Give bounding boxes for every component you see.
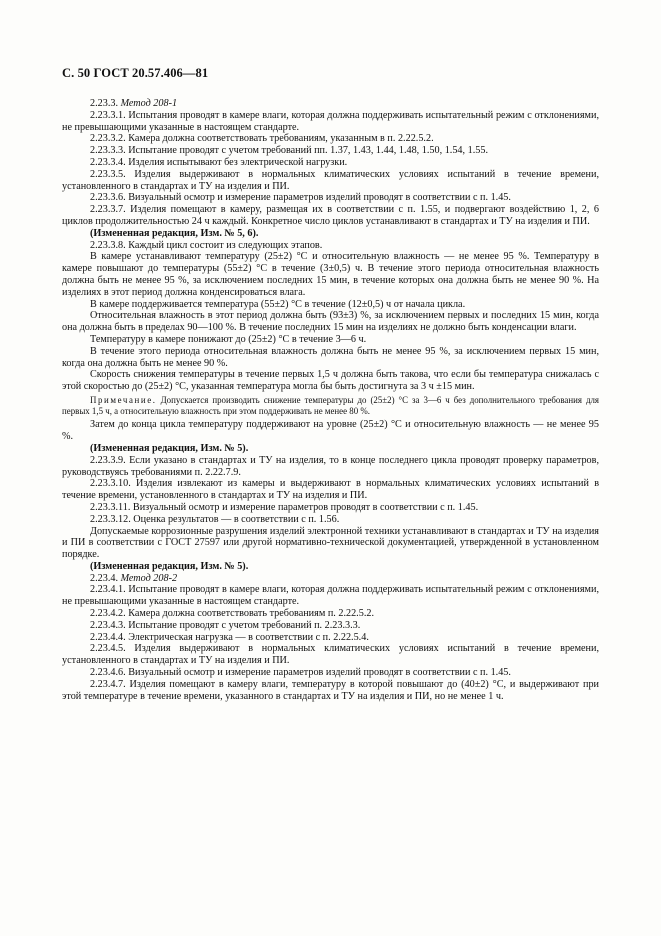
note-text: Допускается производить снижение температуры до (25±2) °С за 3—6 ч без дополнительного требования для первых 1,5 ч, а относительную влажность при этом поддерживать не менее 80 %. — [62, 394, 599, 417]
paragraph: 2.23.4.1. Испытание проводят в камере влаги, которая должна поддерживать испытательный режим с отклонениями, не превышающими указанные в настоящем стандарте. — [62, 584, 599, 608]
page-header: С. 50 ГОСТ 20.57.406—81 — [62, 66, 209, 80]
paragraph: В течение этого периода относительная влажность должна быть не менее 95 %, за исключением первых 15 мин, когда она должна быть не менее 90 %. — [62, 345, 599, 369]
paragraph: 2.23.4.5. Изделия выдерживают в нормальных климатических условиях испытаний в течение времени, установленного в стандартах и ТУ на изделия и ПИ. — [62, 643, 599, 667]
amendment-note: (Измененная редакция, Изм. № 5). — [90, 560, 249, 572]
paragraph: 2.23.3.10. Изделия извлекают из камеры и выдерживают в нормальных климатических условиях испытаний в течение времени, установленного в стандартах и ТУ на изделия и ПИ. — [62, 478, 599, 502]
paragraph: 2.23.3.9. Если указано в стандартах и ТУ на изделия, то в конце последнего цикла проводят проверку параметров, руководствуясь требованиями п. 2.22.7.9. — [62, 454, 599, 478]
paragraph: 2.23.4.3. Испытание проводят с учетом требований п. 2.23.3.3. — [90, 619, 361, 631]
paragraph: Допускаемые коррозионные разрушения изделий электронной техники устанавливают в стандартах и ТУ на изделия и ПИ в соответствии с ГОСТ 27597 или другой нормативно-технической документацией, утвержденной в установленном порядке. — [62, 525, 599, 561]
paragraph: 2.23.3.7. Изделия помещают в камеру, размещая их в соответствии с п. 1.55, и подвергают воздействию 1, 2, 6 циклов продолжительностью 24 ч каждый. Конкретное число циклов устанавливают в стандартах и ТУ на изделия и ПИ. — [62, 204, 599, 227]
paragraph: 2.23.3.5. Изделия выдерживают в нормальных климатических условиях испытаний в течение времени, установленного в стандартах и ТУ на изделия и ПИ. — [62, 168, 599, 192]
paragraph: 2.23.3.4. Изделия испытывают без электрической нагрузки. — [90, 156, 348, 168]
note-paragraph — [62, 395, 599, 417]
section-number: 2.23.3. — [90, 98, 119, 109]
paragraph: В камере поддерживается температура (55±2) °С в течение (12±0,5) ч от начала цикла. — [90, 298, 466, 310]
paragraph: Затем до конца цикла температуру поддерживают на уровне (25±2) °С и относительную влажность — не менее 95 %. — [62, 419, 599, 443]
paragraph: 2.23.4.4. Электрическая нагрузка — в соответствии с п. 2.22.5.4. — [90, 631, 369, 643]
paragraph: 2.23.3.3. Испытание проводят с учетом требований пп. 1.37, 1.43, 1.44, 1.48, 1.50, 1.54, 1.55. — [90, 145, 488, 157]
document-body — [62, 98, 599, 702]
paragraph: В камере устанавливают температуру (25±2) °С и относительную влажность — не менее 95 %. Температуру в камере повышают до температуры (55±2) °С в течение (3±0,5) ч. В течение этого периода относительная влажность должна быть не менее 95 %, за исключением последних 15 мин, в течение которых она должна быть не менее 90 %. На изделиях в этот период должна конденсироваться влага. — [62, 251, 599, 298]
paragraph: 2.23.3.8. Каждый цикл состоит из следующих этапов. — [90, 239, 323, 251]
paragraph: 2.23.4.7. Изделия помещают в камеру влаги, температуру в которой повышают до (40±2) °С, и выдерживают при этой температуре в течение времени, указанного в стандартах и ТУ на изделия и ПИ, но не менее 1 ч. — [62, 678, 599, 702]
section-heading-2-23-4 — [62, 573, 599, 585]
paragraph: Скорость снижения температуры в течение первых 1,5 ч должна быть такова, что если бы температура снижалась с этой скоростью до (25±2) °С, указанная температура могла бы быть достигнута за 3 ч ±15 мин. — [62, 369, 599, 393]
paragraph: 2.23.3.2. Камера должна соответствовать требованиям, указанным в п. 2.22.5.2. — [90, 133, 434, 145]
paragraph: 2.23.3.11. Визуальный осмотр и измерение параметров проводят в соответствии с п. 1.45. — [90, 501, 479, 513]
section-number: 2.23.4. — [90, 572, 119, 584]
section-heading-2-23-3 — [62, 98, 599, 110]
amendment-note: (Измененная редакция, Изм. № 5). — [90, 442, 249, 454]
section-title: Метод 208-1 — [120, 98, 178, 109]
paragraph: 2.23.3.12. Оценка результатов — в соответствии с п. 1.56. — [90, 513, 340, 525]
paragraph: 2.23.3.1. Испытания проводят в камере влаги, которая должна поддерживать испытательный режим с отклонениями, не превышающими указанные в настоящем стандарте. — [62, 109, 599, 133]
paragraph: 2.23.4.6. Визуальный осмотр и измерение параметров изделий проводят в соответствии с п. 1.45. — [90, 667, 511, 679]
paragraph: 2.23.4.2. Камера должна соответствовать требованиям п. 2.22.5.2. — [90, 608, 375, 620]
amendment-note: (Измененная редакция, Изм. № 5, 6). — [90, 227, 259, 239]
paragraph: Температуру в камере понижают до (25±2) °С в течение 3—6 ч. — [90, 333, 367, 345]
section-title: Метод 208-2 — [120, 572, 178, 584]
note-label: Примечание. — [90, 394, 157, 405]
paragraph: Относительная влажность в этот период должна быть (93±3) %, за исключением первых и последних 15 мин, когда она должна быть в пределах 90—100 %. В течение последних 15 мин на изделиях не должно быть конденсации влаги. — [62, 310, 599, 334]
paragraph: 2.23.3.6. Визуальный осмотр и измерение параметров изделий проводят в соответствии с п. 1.45. — [90, 192, 511, 204]
